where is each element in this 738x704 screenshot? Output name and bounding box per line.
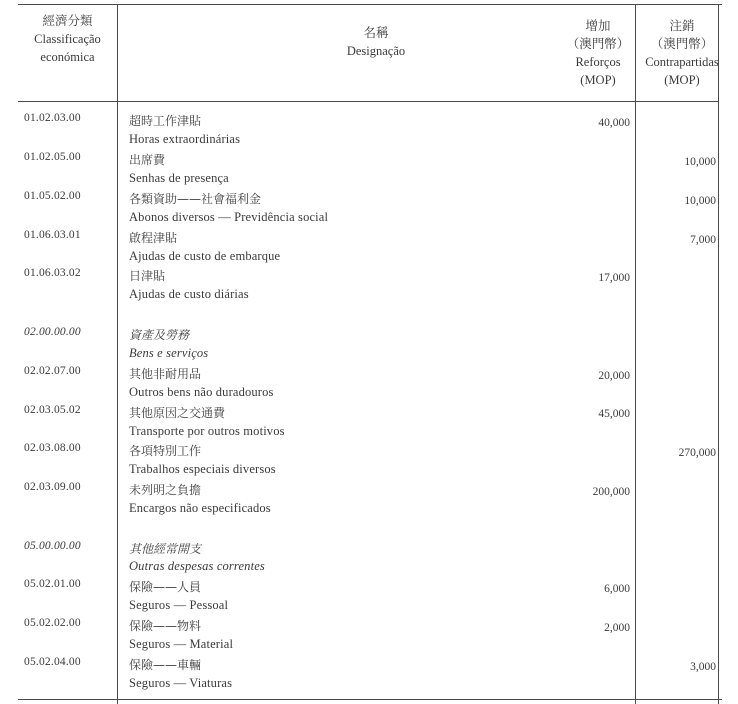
header-counterparts (636, 17, 728, 89)
row-code: 01.06.03.01 (24, 229, 81, 241)
row-name-pt: Trabalhos especiais diversos (129, 462, 276, 476)
row-reinforcement: 2,000 (604, 622, 630, 634)
row-code: 05.02.04.00 (24, 656, 81, 668)
header-designation-zh: 名稱 (363, 26, 389, 40)
row-reinforcement: 40,000 (598, 117, 630, 129)
row-name-zh: 保險——物料 (129, 619, 202, 633)
row-name-pt: Seguros — Viaturas (129, 676, 233, 690)
row-reinforcement: 45,000 (598, 408, 630, 420)
row-counterpart: 10,000 (684, 195, 716, 207)
header-reinforcements-currency: (MOP) (580, 73, 616, 87)
row-counterpart: 3,000 (690, 661, 716, 673)
header-designation-pt: Designação (346, 44, 406, 58)
row-name-zh: 保險——車輛 (129, 658, 202, 672)
row-reinforcement: 6,000 (604, 583, 630, 595)
row-counterpart: 7,000 (690, 234, 716, 246)
row-reinforcement: 17,000 (598, 272, 630, 284)
column-divider-3 (718, 4, 719, 704)
row-name-pt: Ajudas de custo de embarque (129, 249, 281, 263)
header-top-rule (18, 4, 722, 5)
row-name-pt: Transporte por outros motivos (129, 424, 285, 438)
row-code: 02.02.07.00 (24, 365, 81, 377)
row-code: 02.03.05.02 (24, 404, 81, 416)
header-reinforcements (560, 17, 636, 89)
row-code: 05.02.01.00 (24, 578, 81, 590)
section-name-pt: Outras despesas correntes (129, 559, 265, 573)
column-divider-2 (635, 4, 636, 704)
row-code: 05.02.02.00 (24, 617, 81, 629)
section-name-zh: 資產及勞務 (129, 328, 190, 342)
header-counterparts-currency-zh: （澳門幣） (650, 37, 714, 51)
row-name-pt: Seguros — Material (129, 637, 234, 651)
row-counterpart: 10,000 (684, 156, 716, 168)
row-name-zh: 出席費 (129, 153, 166, 167)
row-name-zh: 日津貼 (129, 269, 166, 283)
row-name-pt: Outros bens não duradouros (129, 385, 274, 399)
row-code: 01.02.03.00 (24, 112, 81, 124)
row-name-zh: 其他原因之交通費 (129, 406, 226, 420)
header-counterparts-pt: Contrapartidas (645, 55, 719, 69)
section-code: 05.00.00.00 (24, 540, 81, 552)
header-classification-zh: 經濟分類 (42, 14, 93, 28)
row-name-pt: Horas extraordinárias (129, 132, 241, 146)
row-reinforcement: 200,000 (592, 486, 630, 498)
header-bottom-rule (18, 101, 718, 102)
section-name-pt: Bens e serviços (129, 346, 209, 360)
header-classification (18, 12, 117, 66)
row-name-pt: Ajudas de custo diárias (129, 287, 249, 301)
column-divider-1 (117, 4, 118, 704)
header-reinforcements-currency-zh: （澳門幣） (566, 37, 630, 51)
header-reinforcements-pt: Reforços (575, 55, 621, 69)
row-reinforcement: 20,000 (598, 370, 630, 382)
header-counterparts-currency: (MOP) (664, 73, 700, 87)
header-counterparts-zh: 注銷 (669, 19, 695, 33)
row-code: 01.06.03.02 (24, 267, 81, 279)
header-reinforcements-zh: 增加 (585, 19, 611, 33)
section-name-zh: 其他經常開支 (129, 542, 202, 556)
table-bottom-rule (18, 699, 722, 700)
row-name-zh: 各項特別工作 (129, 444, 202, 458)
row-code: 02.03.08.00 (24, 442, 81, 454)
section-code: 02.00.00.00 (24, 326, 81, 338)
header-classification-pt-1: Classificação (34, 32, 101, 46)
row-name-pt: Senhas de presença (129, 171, 229, 185)
row-code: 01.02.05.00 (24, 151, 81, 163)
row-name-zh: 保險——人員 (129, 580, 202, 594)
header-designation (117, 24, 635, 60)
row-name-zh: 其他非耐用品 (129, 367, 202, 381)
row-name-zh: 啟程津貼 (129, 231, 178, 245)
row-name-zh: 各類資助——社會福利金 (129, 192, 262, 206)
row-name-pt: Abonos diversos — Previdência social (129, 210, 329, 224)
row-name-zh: 未列明之負擔 (129, 483, 202, 497)
row-name-pt: Encargos não especificados (129, 501, 271, 515)
row-code: 02.03.09.00 (24, 481, 81, 493)
row-name-zh: 超時工作津貼 (129, 114, 202, 128)
row-code: 01.05.02.00 (24, 190, 81, 202)
row-name-pt: Seguros — Pessoal (129, 598, 229, 612)
header-classification-pt-2: económica (40, 50, 95, 64)
row-counterpart: 270,000 (678, 447, 716, 459)
